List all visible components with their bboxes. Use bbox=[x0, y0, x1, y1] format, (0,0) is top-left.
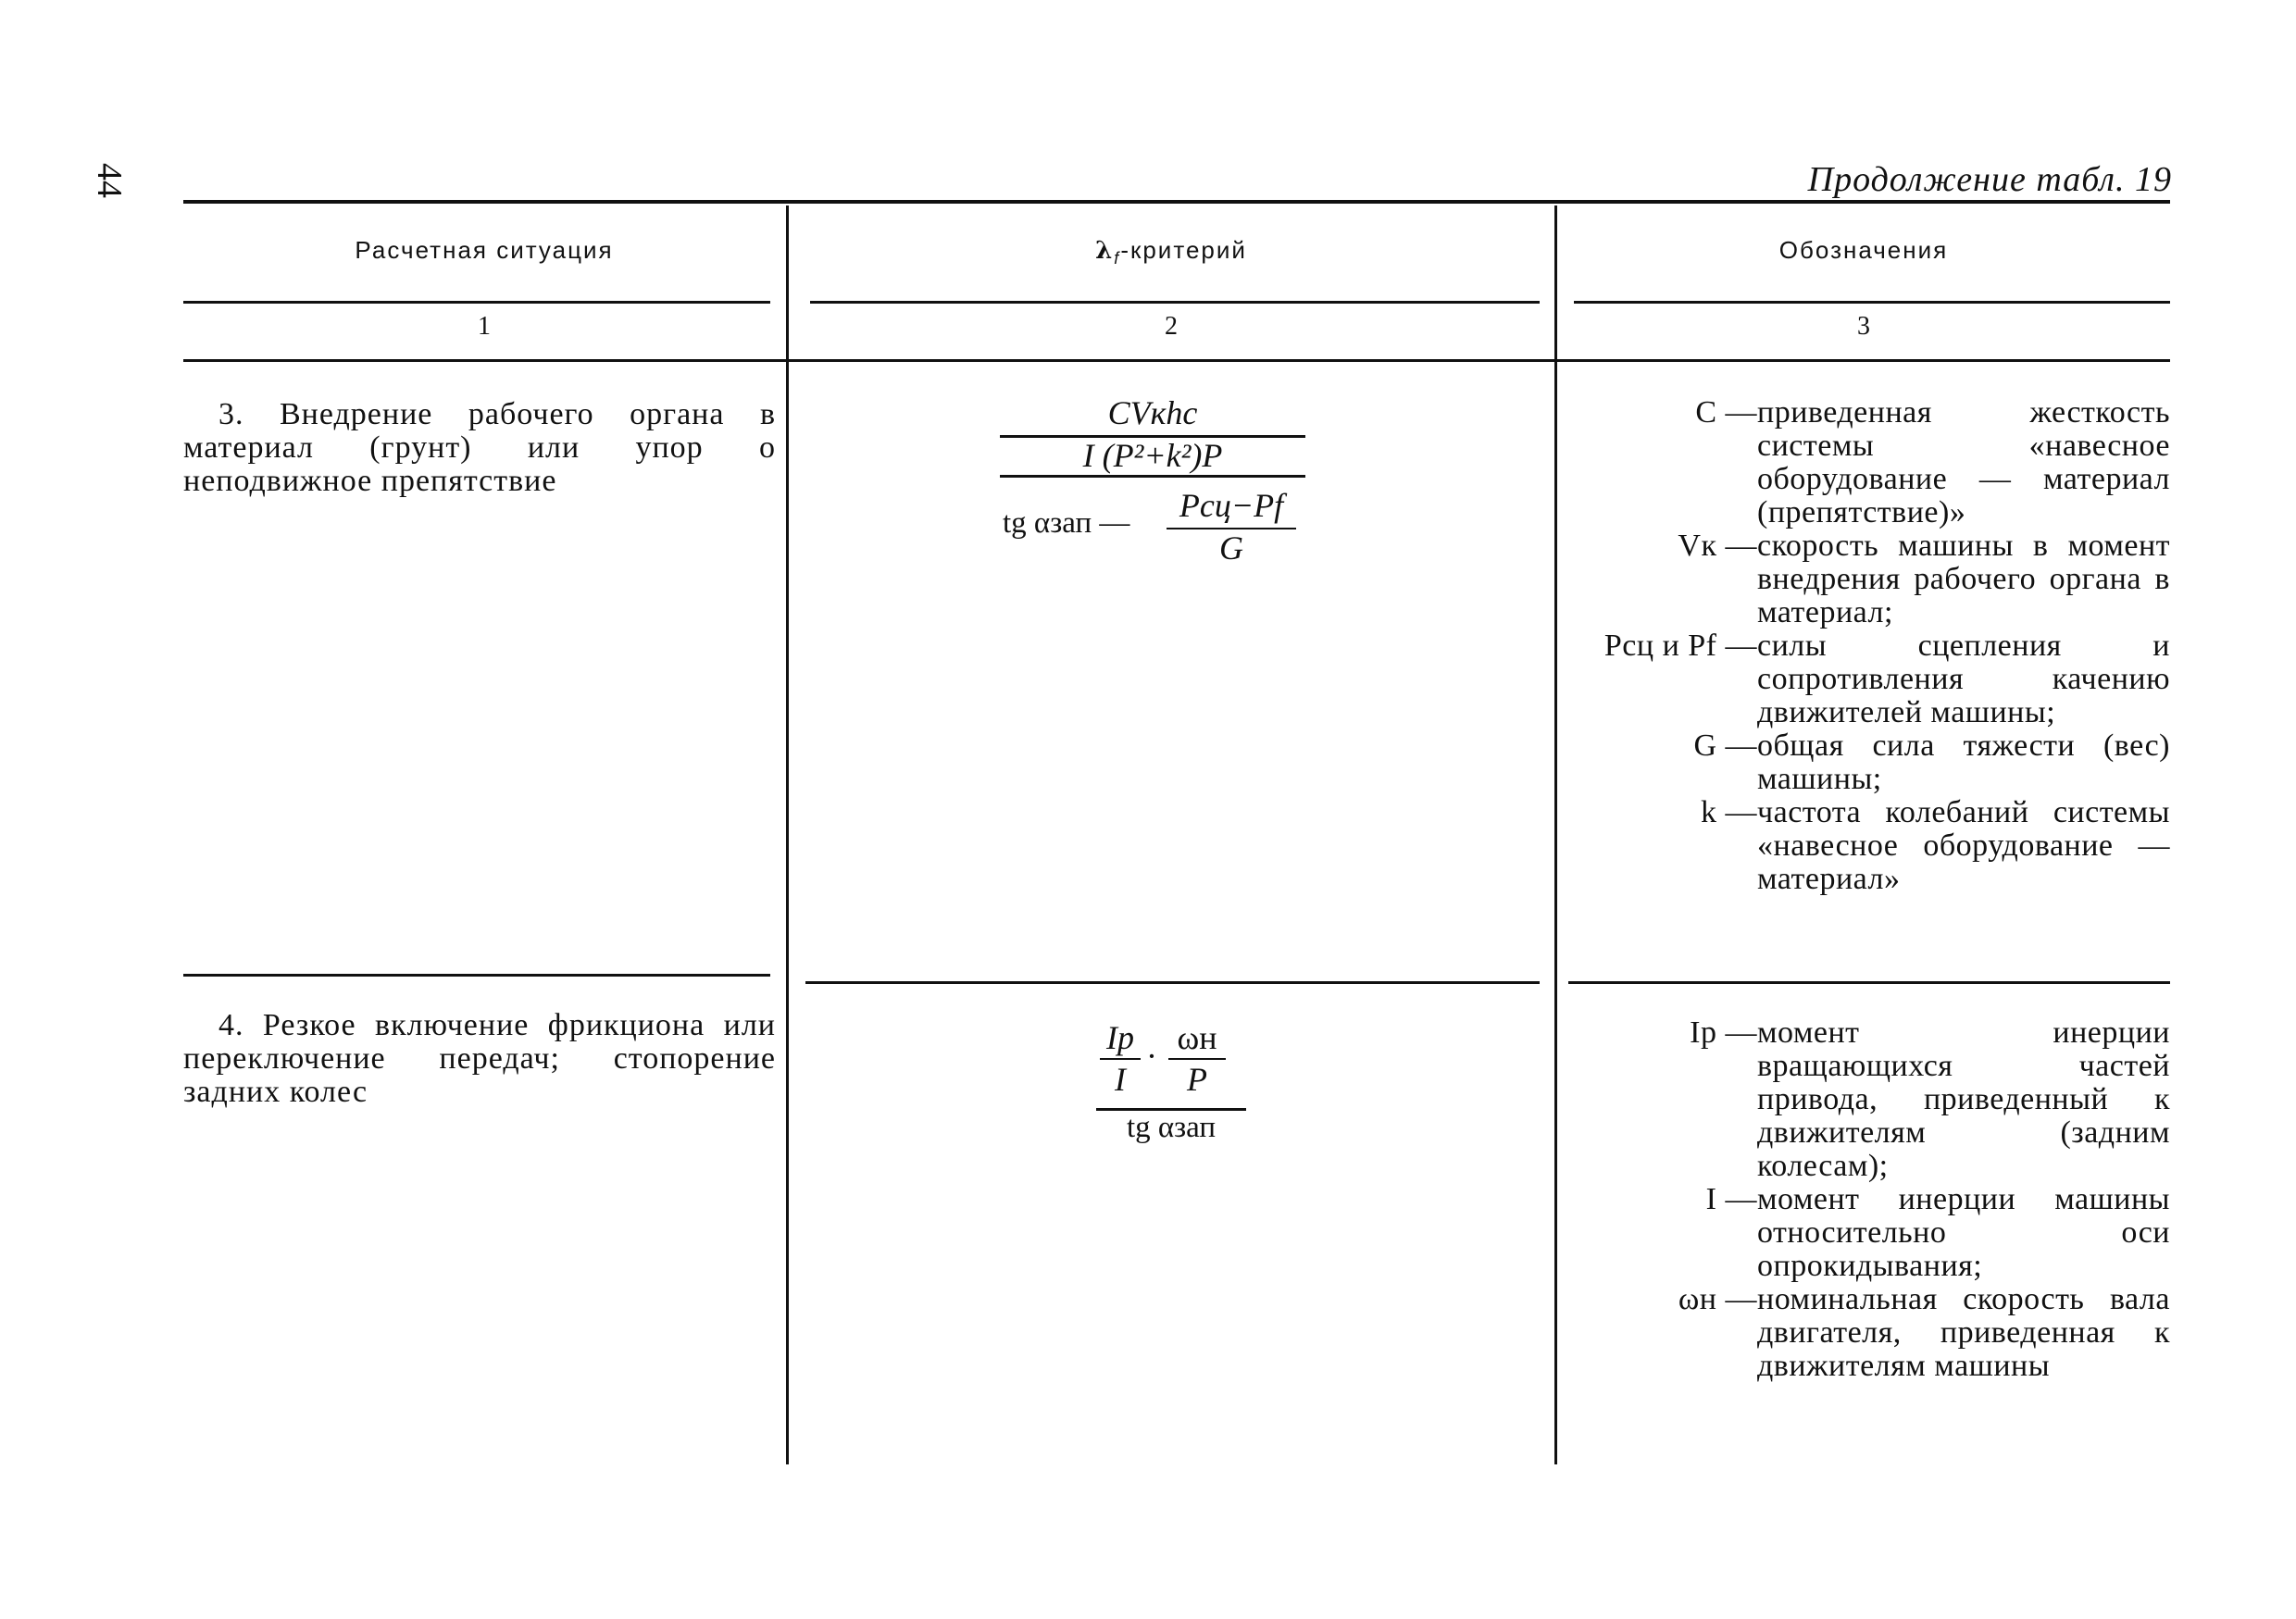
legend-item-omega bbox=[1678, 1282, 2170, 1383]
header-criterion bbox=[789, 236, 1554, 268]
legend-definition-c: приведенная жесткость системы «навесное оборудование — материал (препятствие)» bbox=[1757, 395, 2170, 529]
row-separator-col2 bbox=[805, 981, 1540, 984]
header-rule-col2 bbox=[810, 301, 1540, 304]
header-situation: Расчетная ситуация bbox=[355, 236, 614, 264]
column-number-rule bbox=[183, 359, 2170, 362]
legend-definition-g: общая сила тяжести (вес) машины; bbox=[1757, 729, 2170, 796]
row-4-situation bbox=[183, 1009, 776, 1109]
header-lambda-symbol: λ bbox=[1095, 237, 1115, 265]
legend-definition-omega: номинальная скорость вала двигателя, приведенная к движителям машины bbox=[1757, 1282, 2170, 1383]
legend-definition-k: частота колебаний системы «навесное оборудование — материал» bbox=[1757, 795, 2170, 896]
legend-definition-vk: скорость машины в момент внедрения рабочего органа в материал; bbox=[1757, 529, 2170, 629]
legend-symbol-c: C — bbox=[1695, 395, 1757, 430]
legend-item-ip bbox=[1690, 1015, 2170, 1183]
column-number-1: 1 bbox=[478, 312, 491, 341]
formula-3-sub-numerator: Pсц−Pf bbox=[1179, 487, 1284, 524]
formula-4-right-denominator: P bbox=[1187, 1061, 1207, 1098]
column-number-3: 3 bbox=[1857, 312, 1870, 341]
header-rule-col1 bbox=[183, 301, 770, 304]
header-lambda-subscript: f bbox=[1114, 249, 1121, 268]
legend-definition-i: момент инерции машины относительно оси опрокидывания; bbox=[1757, 1182, 2170, 1283]
legend-item-vk bbox=[1678, 529, 2170, 629]
legend-symbol-psc-pf: Pсц и Pf — bbox=[1603, 629, 1757, 663]
legend-item-i bbox=[1705, 1182, 2170, 1283]
formula-3-second-bar bbox=[1000, 475, 1305, 478]
legend-item-c bbox=[1695, 395, 2170, 529]
header-rule-col3 bbox=[1574, 301, 2170, 304]
row-3-legend bbox=[1603, 395, 2170, 896]
column-divider-1 bbox=[786, 205, 789, 1464]
row-4-situation-text: 4. Резкое включение фрикциона или переключение передач; стопорение задних колес bbox=[183, 1008, 776, 1109]
legend-symbol-ip: Iр — bbox=[1690, 1015, 1757, 1050]
formula-4-dot: · bbox=[1146, 1038, 1157, 1075]
page-number: 44 bbox=[90, 163, 129, 198]
column-number-2: 2 bbox=[1165, 312, 1178, 341]
legend-item-k bbox=[1701, 795, 2170, 896]
formula-4-left-denominator: I bbox=[1115, 1061, 1126, 1098]
legend-symbol-vk: Vк — bbox=[1678, 529, 1757, 563]
row-separator-col1 bbox=[183, 974, 770, 977]
legend-symbol-k: k — bbox=[1701, 795, 1757, 829]
row-3-situation bbox=[183, 398, 776, 498]
row-4-formula bbox=[1092, 1018, 1250, 1157]
legend-definition-psc-pf: силы сцепления и сопротивления качению движителей машины; bbox=[1757, 629, 2170, 729]
formula-3-top-denominator: I (P²+k²)P bbox=[1082, 437, 1223, 474]
header-notation: Обозначения bbox=[1778, 236, 1949, 264]
formula-4-right-numerator: ωн bbox=[1177, 1019, 1217, 1056]
table-top-rule bbox=[183, 200, 2170, 204]
row-4-legend bbox=[1678, 1015, 2170, 1383]
header-criterion-rest: -критерий bbox=[1120, 236, 1247, 264]
legend-symbol-g: G — bbox=[1693, 729, 1757, 763]
formula-3-tg-label: tg αзап — bbox=[1003, 506, 1130, 540]
row-separator-col3 bbox=[1568, 981, 2170, 984]
legend-item-psc-pf bbox=[1603, 629, 2170, 729]
legend-symbol-omega: ωн — bbox=[1678, 1282, 1757, 1316]
legend-symbol-i: I — bbox=[1705, 1182, 1757, 1216]
formula-4-left-numerator: Iр bbox=[1106, 1019, 1134, 1056]
row-3-formula bbox=[995, 393, 1310, 579]
table-caption: Продолжение табл. 19 bbox=[1807, 160, 2172, 199]
legend-definition-ip: момент инерции вращающихся частей привода, приведенный к движителям (задним колесам); bbox=[1757, 1015, 2170, 1183]
formula-3-sub-denominator: G bbox=[1219, 529, 1243, 567]
column-divider-2 bbox=[1554, 205, 1557, 1464]
formula-4-bottom: tg αзап bbox=[1126, 1111, 1217, 1144]
formula-3-top-numerator: CVкhс bbox=[1107, 394, 1198, 431]
row-3-situation-text: 3. Внедрение рабочего органа в материал (грунт) или упор о неподвижное препятствие bbox=[183, 397, 776, 498]
legend-item-g bbox=[1693, 729, 2170, 796]
